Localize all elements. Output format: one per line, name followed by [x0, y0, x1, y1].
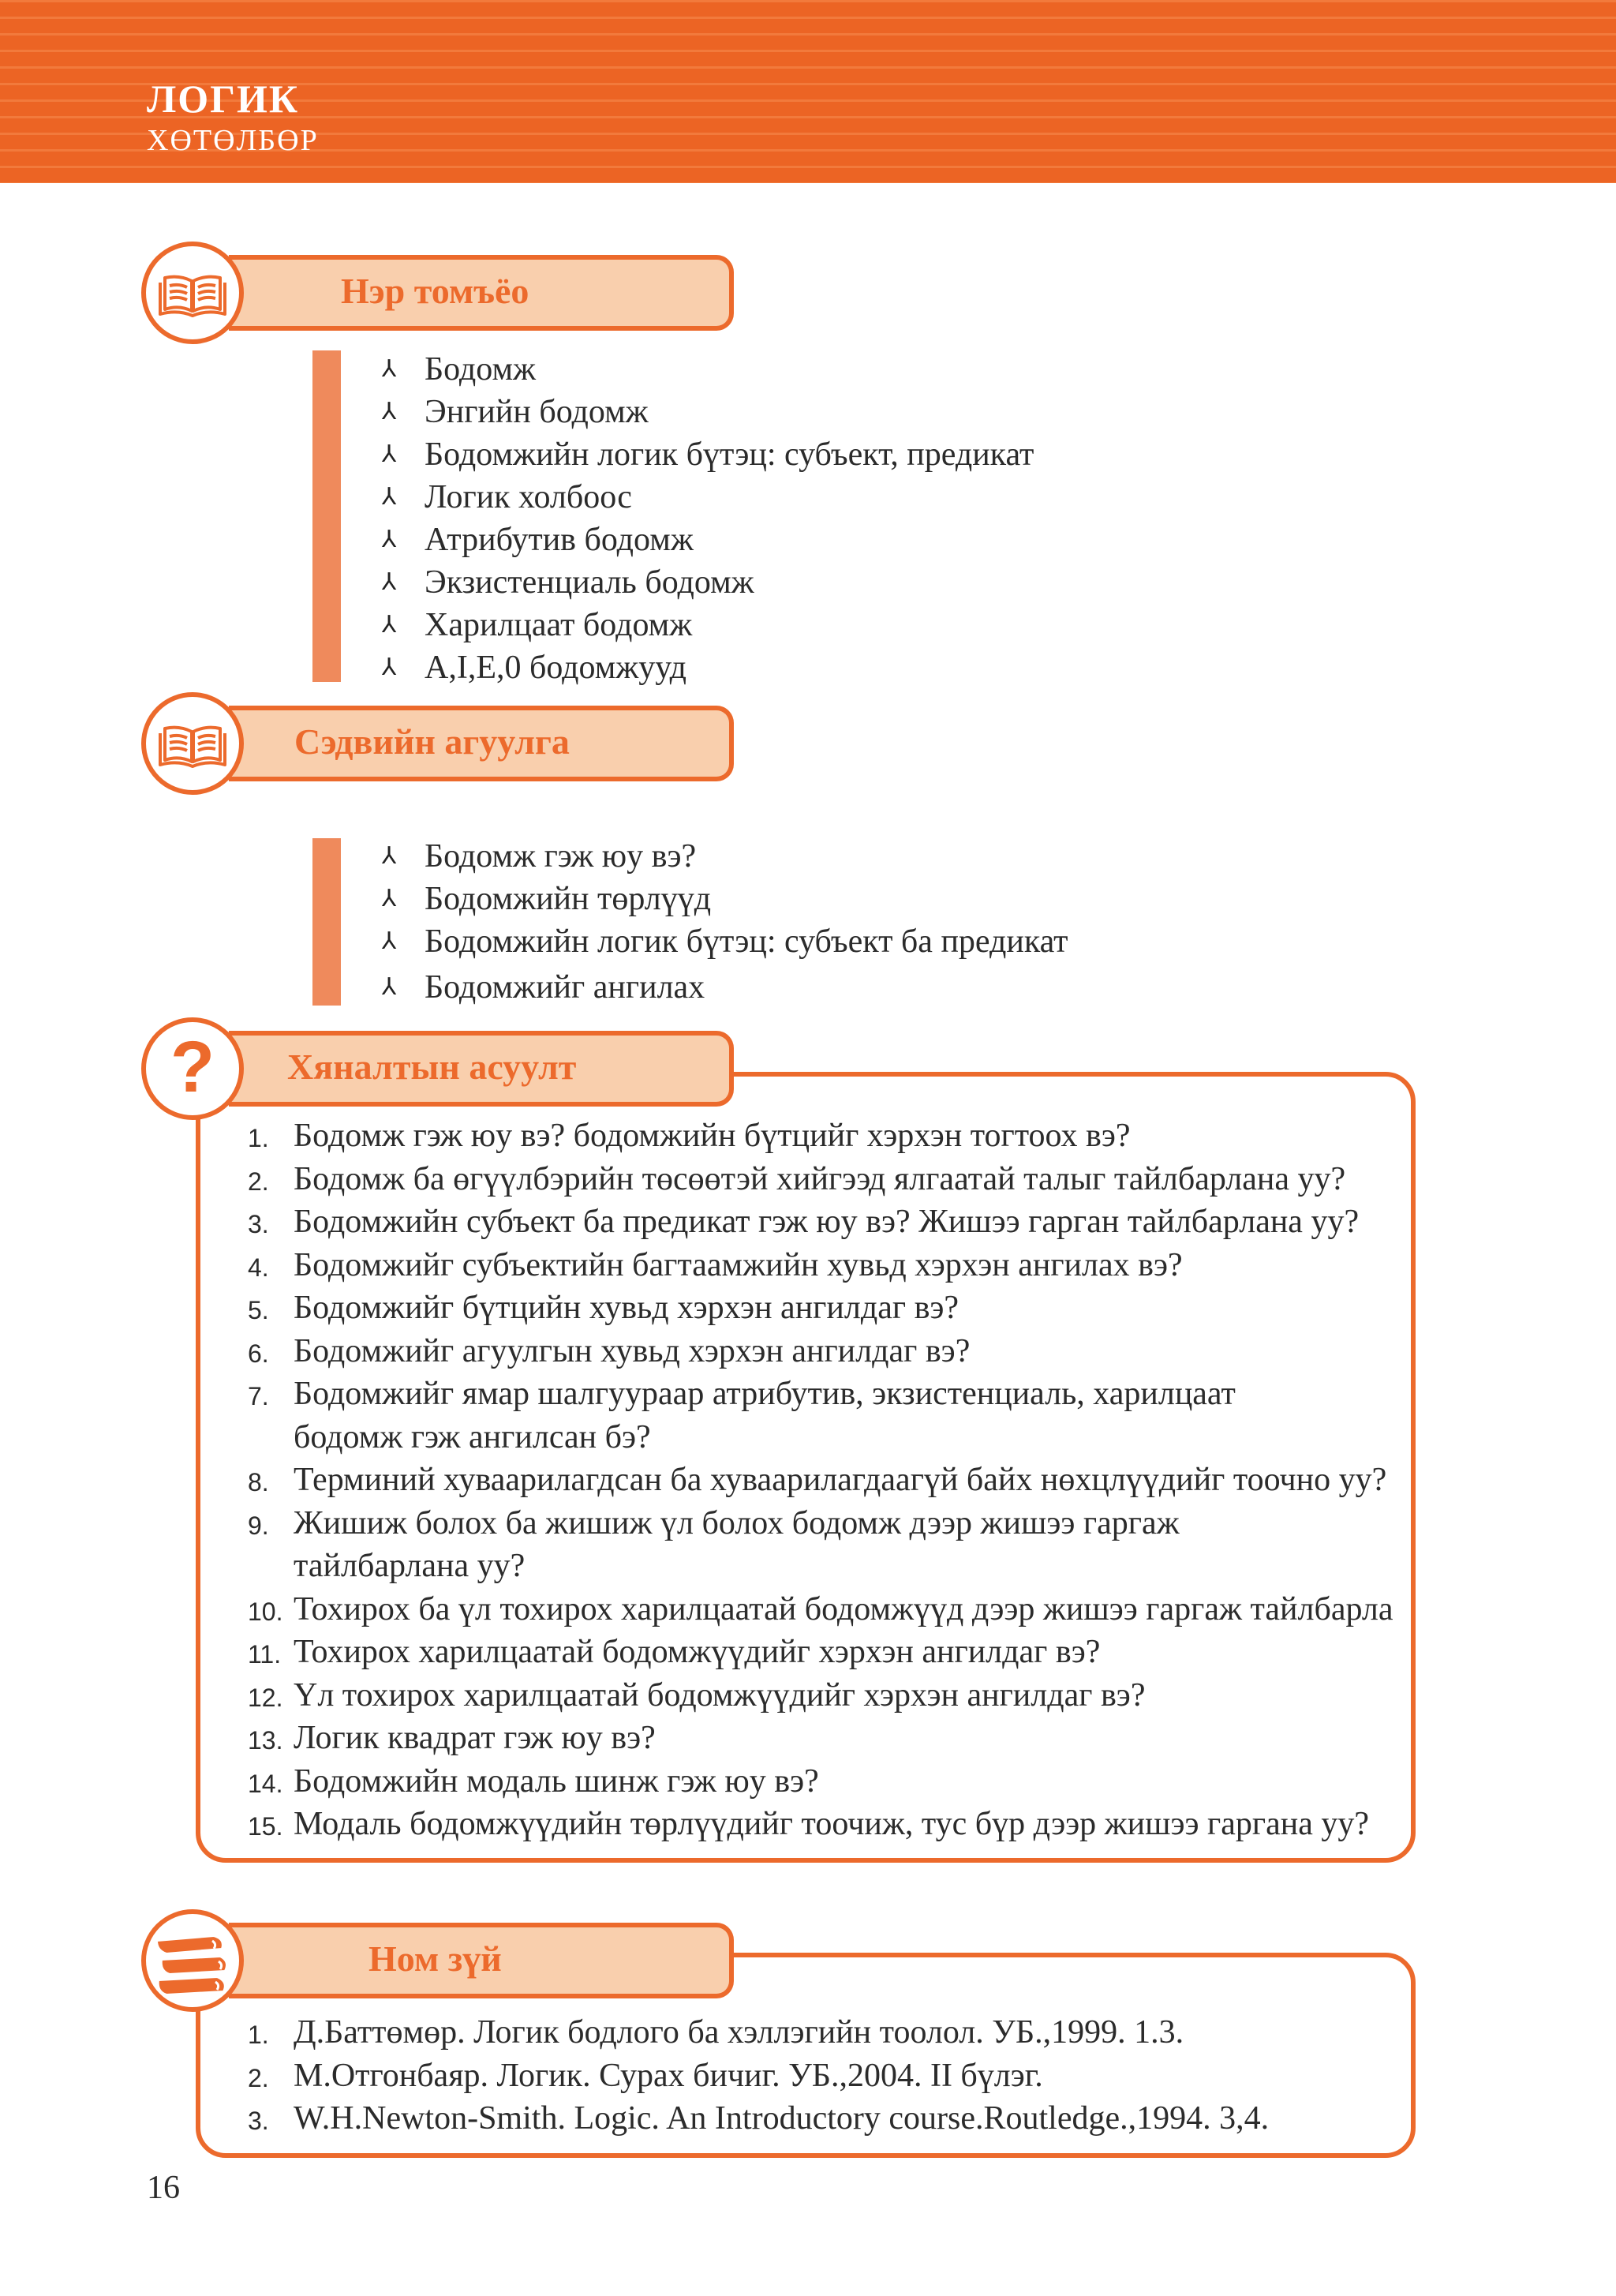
list-item: 8. Терминий хуваарилагдсан ба хуваарилагдаагүй байх нөхцлүүдийг тоочно уу? — [248, 1462, 1387, 1498]
list-item: 15. Модаль бодомжүүдийн төрлүүдийг тоочиж, тус бүр дээр жишээ гаргана уу? — [248, 1806, 1370, 1842]
bibliography-icon-circle — [141, 1909, 244, 2012]
list-item: ⅄ Экзистенциаль бодомж — [382, 561, 1034, 604]
list-item: ⅄ Бодомж — [382, 348, 1034, 391]
tri-star-bullet-icon: ⅄ — [382, 928, 397, 954]
page-number: 16 — [147, 2170, 180, 2206]
list-item: ⅄ Бодомжийн логик бүтэц: субъект ба предикат — [382, 920, 1068, 963]
terms-title: Нэр томъёо — [341, 271, 529, 311]
open-book-icon — [146, 246, 239, 339]
header-band — [0, 0, 1616, 183]
list-item: 1. Бодомж гэж юу вэ? бодомжийн бүтцийг хэрхэн тогтоох вэ? — [248, 1118, 1131, 1154]
list-item: 13. Логик квадрат гэж юу вэ? — [248, 1720, 656, 1756]
bibliography-title: Ном зүй — [368, 1938, 502, 1979]
list-item: 7. Бодомжийг ямар шалгуураар атрибутив, экзистенциаль, харилцаат бодомж гэж ангилсан бэ? — [248, 1376, 1236, 1455]
questions-title: Хяналтын асуулт — [287, 1047, 577, 1087]
tri-star-bullet-icon: ⅄ — [382, 886, 397, 912]
header-subtitle: ХӨТӨЛБӨР — [147, 124, 319, 157]
tri-star-bullet-icon: ⅄ — [382, 526, 397, 552]
list-item: 14. Бодомжийн модаль шинж гэж юу вэ? — [248, 1762, 819, 1800]
tri-star-bullet-icon: ⅄ — [382, 441, 397, 467]
list-item: ⅄ Бодомжийн төрлүүд — [382, 878, 1068, 920]
list-item: ⅄ Атрибутив бодомж — [382, 519, 1034, 561]
content-accent-bar — [312, 838, 341, 1006]
tri-star-bullet-icon: ⅄ — [382, 356, 397, 382]
terms-icon-circle — [141, 242, 244, 344]
content-title: Сэдвийн агуулга — [294, 721, 570, 762]
list-item: ⅄ Энгийн бодомж — [382, 391, 1034, 433]
tri-star-bullet-icon: ⅄ — [382, 569, 397, 595]
content-icon-circle — [141, 692, 244, 795]
list-item: 12. Үл тохирох харилцаатай бодомжүүдийг хэрхэн ангилдаг вэ? — [248, 1676, 1146, 1714]
list-item: ⅄ Бодомж гэж юу вэ? — [382, 835, 1068, 878]
question-mark-icon — [146, 1022, 239, 1115]
terms-accent-bar — [312, 350, 341, 682]
list-item: 9. Жишиж болох ба жишиж үл болох бодомж дээр жишээ гаргаж тайлбарлана уу? — [248, 1504, 1180, 1584]
list-item: 6. Бодомжийг агуулгын хувьд хэрхэн ангилдаг вэ? — [248, 1332, 971, 1369]
list-item: 10. Тохирох ба үл тохирох харилцаатай бодомжүүд дээр жишээ гаргаж тайлбарла — [248, 1590, 1393, 1627]
tri-star-bullet-icon: ⅄ — [382, 974, 397, 1000]
tri-star-bullet-icon: ⅄ — [382, 654, 397, 680]
tri-star-bullet-icon: ⅄ — [382, 484, 397, 510]
tri-star-bullet-icon: ⅄ — [382, 612, 397, 638]
questions-list — [248, 1114, 1393, 1846]
svg-text:?: ? — [170, 1027, 215, 1107]
list-item: ⅄ Логик холбоос — [382, 476, 1034, 519]
list-item: 3. Бодомжийн субъект ба предикат гэж юу вэ? Жишээ гарган тайлбарлана уу? — [248, 1204, 1360, 1240]
list-item: 2. Бодомж ба өгүүлбэрийн төсөөтэй хийгээд ялгаатай талыг тайлбарлана уу? — [248, 1160, 1346, 1197]
tri-star-bullet-icon: ⅄ — [382, 843, 397, 869]
open-book-icon — [146, 697, 239, 790]
header-title: ЛОГИК — [147, 77, 300, 121]
tri-star-bullet-icon: ⅄ — [382, 399, 397, 425]
list-item: 1. Д.Баттөмөр. Логик бодлого ба хэллэгийн тоолол. УБ.,1999. 1.3. — [248, 2014, 1184, 2051]
terms-list — [382, 348, 1034, 689]
questions-icon-circle — [141, 1017, 244, 1120]
list-item: ⅄ Бодомжийг ангилах — [382, 966, 1068, 1009]
list-item: 11. Тохирох харилцаатай бодомжүүдийг хэрхэн ангилдаг вэ? — [248, 1634, 1101, 1670]
list-item: 5. Бодомжийг бүтцийн хувьд хэрхэн ангилдаг вэ? — [248, 1290, 960, 1326]
list-item: ⅄ A,I,E,0 бодомжууд — [382, 646, 1034, 689]
bibliography-list — [248, 2011, 1269, 2141]
content-list — [382, 835, 1068, 1009]
list-item: 4. Бодомжийг субъектийн багтаамжийн хувьд хэрхэн ангилах вэ? — [248, 1246, 1183, 1283]
list-item: ⅄ Бодомжийн логик бүтэц: субъект, предикат — [382, 433, 1034, 476]
stacked-books-icon — [146, 1914, 239, 2007]
list-item: ⅄ Харилцаат бодомж — [382, 604, 1034, 646]
list-item: 3. W.H.Newton-Smith. Logic. An Introductory course.Routledge.,1994. 3,4. — [248, 2100, 1270, 2137]
list-item: 2. М.Отгонбаяр. Логик. Сурах бичиг. УБ.,2004. II бүлэг. — [248, 2057, 1043, 2094]
